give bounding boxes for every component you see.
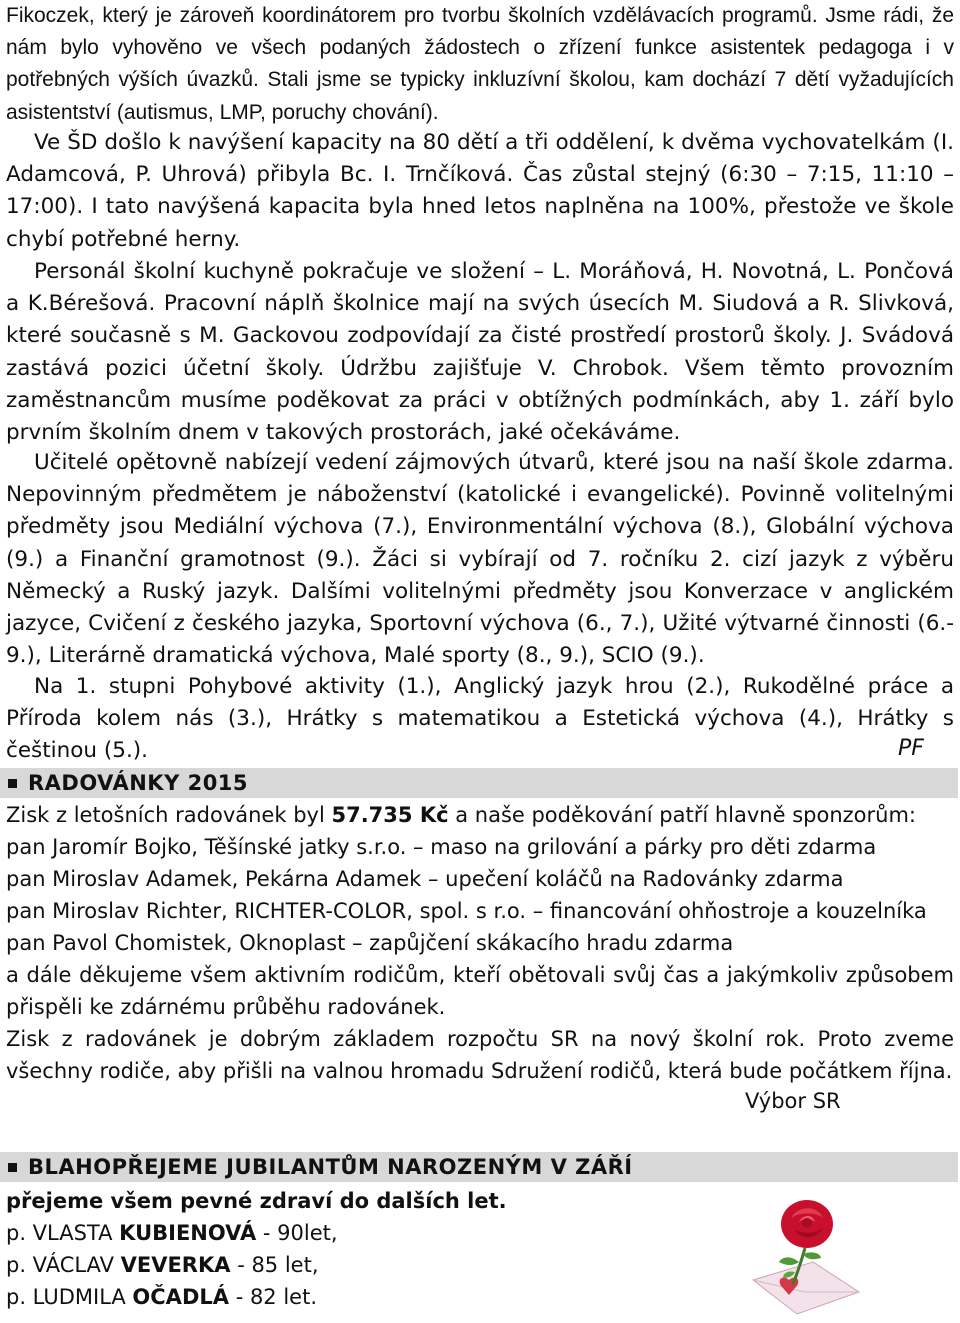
rose-with-heart-illustration	[735, 1188, 865, 1318]
parents-thanks: a dále děkujeme všem aktivním rodičům, kteří obětovali svůj čas a jakýmkoliv způsobem přispěli ke zdárnému průběhu radovánek.	[6, 963, 954, 1020]
section-title: BLAHOPŘEJEME JUBILANTŮM NAROZENÝM V ZÁŘÍ	[28, 1155, 633, 1179]
sponsor-line: pan Miroslav Richter, RICHTER-COLOR, spol. s r.o. – financování ohňostroje a kouzelníka	[6, 899, 927, 923]
radovanky-intro: Zisk z letošních radovánek byl 57.735 Kč a naše poděkování patří hlavně sponzorům:	[6, 803, 916, 827]
square-bullet-icon	[8, 1163, 17, 1172]
paragraph-school-staff: Personál školní kuchyně pokračuje ve složení – L. Moráňová, H. Novotná, L. Pončová a K.Bérešová. Pracovní náplň školnice mají na svých úsecích M. Siudová a R. Slivková, které současně s M. Gackovou zodpovídají za čisté prostředí prostorů školy. J. Svádová zastává pozici účetní školy. Údržbu zajišťuje V. Chrobok. Všem těmto provozním zaměstnancům musíme poděkovat za práci v obtížných podmínkách, aby 1. září bylo prvním školním dnem v takových prostorách, jaké očekáváme.	[6, 259, 954, 446]
general-meeting-invite: Zisk z radovánek je dobrým základem rozpočtu SR na nový školní rok. Proto zveme všechny rodiče, aby přišli na valnou hromadu Sdružení rodičů, která bude počátkem října.	[6, 1027, 954, 1084]
article-signature: PF	[898, 736, 924, 761]
section-title: RADOVÁNKY 2015	[28, 771, 249, 795]
square-bullet-icon	[8, 779, 17, 788]
paragraph-subjects: Učitelé opětovně nabízejí vedení zájmových útvarů, které jsou na naší škole zdarma. Nepovinným předmětem je náboženství (katolické i evangelické). Povinně volitelnými předměty jsou Mediální výchova (7.), Environmentální výchova (8.), Globální výchova (9.) a Finanční gramotnost (9.). Žáci si vybírají od 7. ročníku 2. cizí jazyk z výběru Německý a Ruský jazyk. Dalšími volitelnými předměty jsou Konverzace v anglickém jazyce, Cvičení z českého jazyka, Sportovní výchova (6., 7.), Užité výtvarné činnosti (6.- 9.), Literárně dramatická výchova, Malé sporty (8., 9.), SCIO (9.).	[6, 450, 954, 669]
jubilant-entry: p. VLASTA KUBIENOVÁ - 90let,	[6, 1221, 338, 1245]
jubilant-entry: p. LUDMILA OČADLÁ - 82 let.	[6, 1285, 318, 1309]
jubilant-entry: p. VÁCLAV VEVERKA - 85 let,	[6, 1253, 319, 1277]
profit-amount: 57.735 Kč	[331, 803, 449, 827]
section-header-jubilee	[0, 1152, 958, 1182]
sponsor-line: pan Miroslav Adamek, Pekárna Adamek – upečení koláčů na Radovánky zdarma	[6, 867, 844, 891]
sponsor-line: pan Jaromír Bojko, Těšínské jatky s.r.o. – maso na grilování a párky pro děti zdarma	[6, 835, 877, 859]
paragraph-after-school-club: Ve ŠD došlo k navýšení kapacity na 80 dětí a tři oddělení, k dvěma vychovatelkám (I. Adamcová, P. Uhrová) přibyla Bc. I. Trnčíková. Čas zůstal stejný (6:30 – 7:15, 11:10 – 17:00). I tato navýšená kapacita byla hned letos naplněna na 100%, přestože ve škole chybí potřebné herny.	[6, 130, 954, 252]
paragraph-first-grade: Na 1. stupni Pohybové aktivity (1.), Anglický jazyk hrou (2.), Rukodělné práce a Příroda kolem nás (3.), Hrátky s matematikou a Estetická výchova (4.), Hrátky s češtinou (5.).	[6, 674, 954, 764]
sponsor-line: pan Pavol Chomistek, Oknoplast – zapůjčení skákacího hradu zdarma	[6, 931, 734, 955]
radovanky-signature: Výbor SR	[745, 1089, 841, 1113]
jubilee-wish: přejeme všem pevné zdraví do dalších let.	[6, 1189, 507, 1213]
paragraph-staff-intro: Fikoczek, který je zároveň koordinátorem pro tvorbu školních vzdělávacích programů. Jsme rádi, že nám bylo vyhověno ve všech podaných žádostech o zřízení funkce asistentek pedagoga i v potřebných výších úvazků. Stali jsme se typicky inkluzívní školou, kam dochází 7 dětí vyžadujících asistentství (autismus, LMP, poruchy chování).	[6, 4, 954, 124]
section-header-radovanky	[0, 768, 958, 798]
